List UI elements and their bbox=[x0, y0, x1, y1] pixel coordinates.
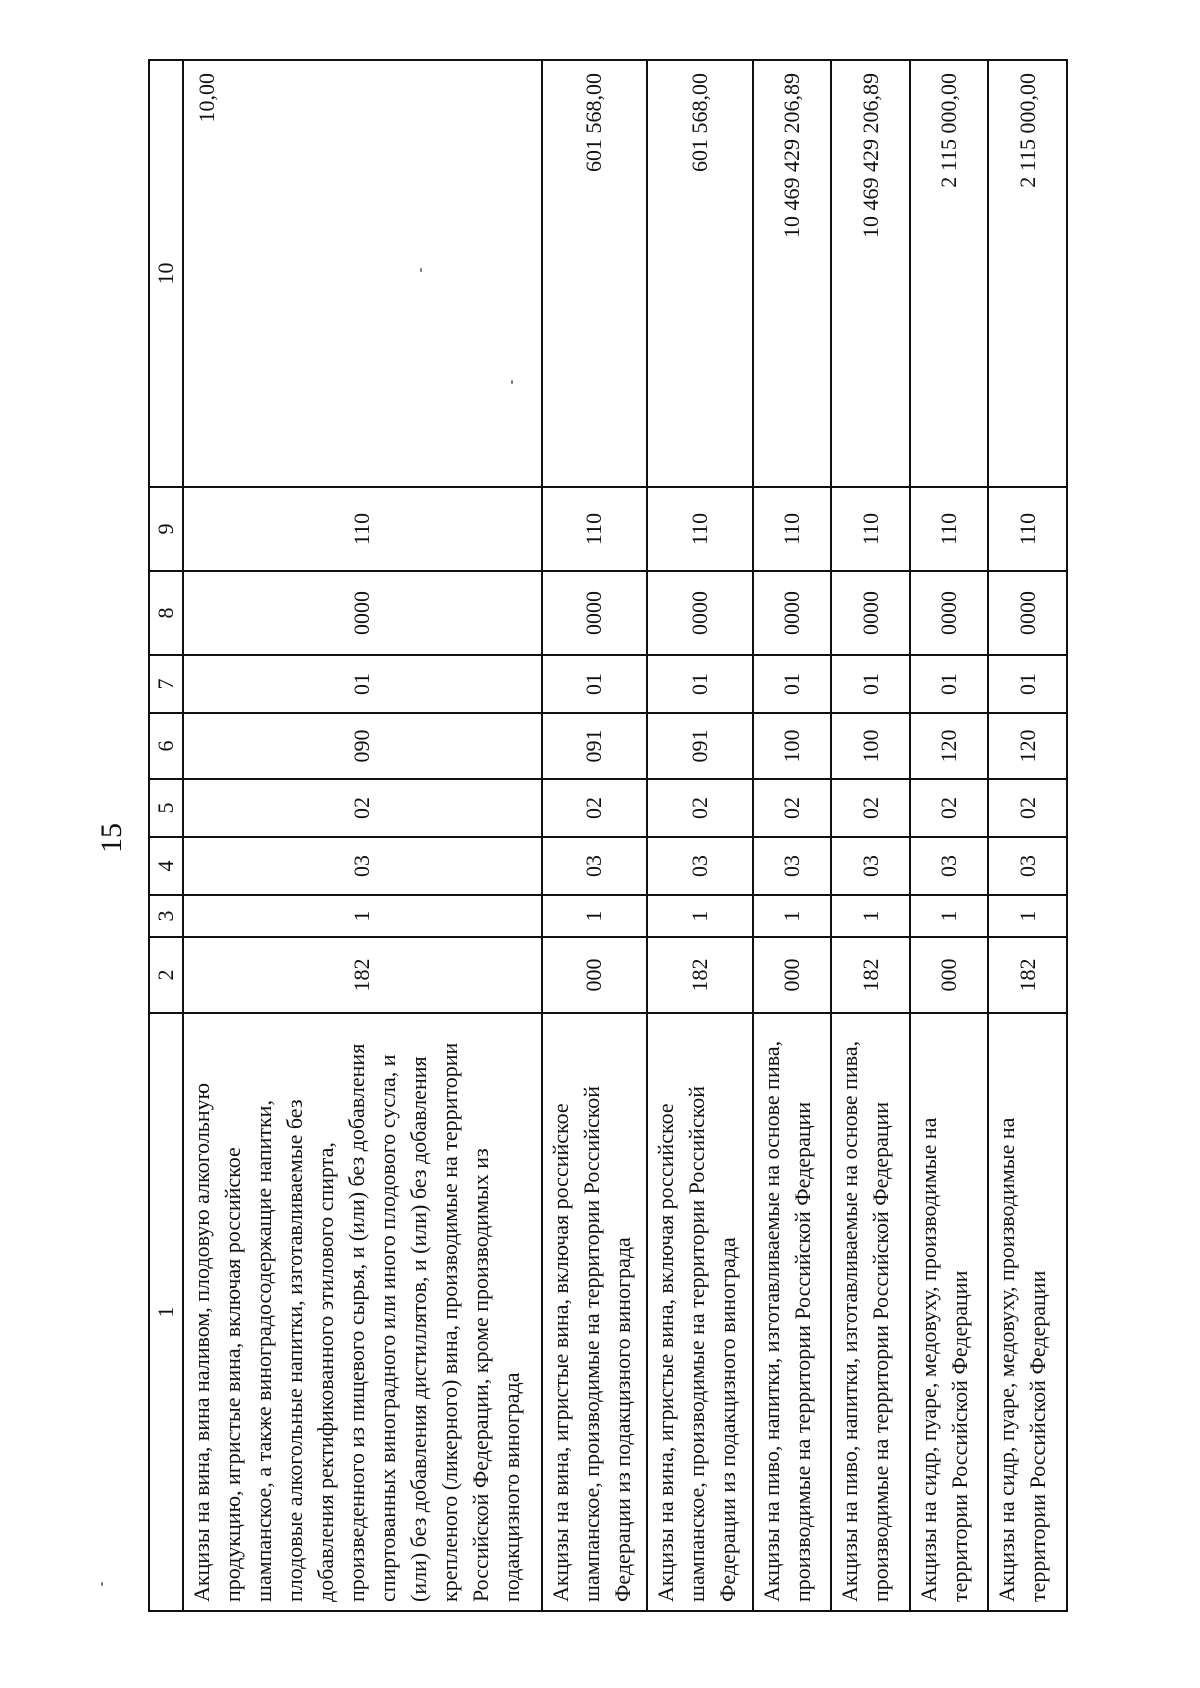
code-subarticle: 091 bbox=[542, 713, 647, 779]
row-name: Акцизы на вина, игристые вина, включая российское шампанское, производимые на территории Российской Федерации из подакцизного винограда bbox=[647, 1013, 752, 1611]
code-program: 0000 bbox=[647, 571, 752, 655]
table-row bbox=[988, 60, 1067, 1611]
code-program: 0000 bbox=[910, 571, 989, 655]
code-subgroup: 03 bbox=[988, 837, 1067, 895]
row-name: Акцизы на вина, игристые вина, включая российское шампанское, производимые на территории Российской Федерации из подакцизного винограда bbox=[542, 1013, 647, 1611]
header-col-7: 7 bbox=[149, 655, 183, 713]
code-program: 0000 bbox=[542, 571, 647, 655]
code-article: 02 bbox=[831, 779, 910, 837]
header-col-1: 1 bbox=[149, 1013, 183, 1611]
revenue-table-rotated bbox=[148, 61, 1068, 1612]
row-name: Акцизы на пиво, напитки, изготавливаемые на основе пива, производимые на территории Российской Федерации bbox=[753, 1013, 832, 1611]
row-name: Акцизы на вина, вина наливом, плодовую алкогольную продукцию, игристые вина, включая российское шампанское, а также виноградосодержащие напитки, плодовые алкогольные напитки, изготавливаемые без добавления ректификованного этилового спирта, произведенного из пищевого сырья, и (или) без добавления спиртованных виноградного или иного плодового сусла, и (или) без добавления дистиллятов, и (или) без добавления крепленого (ликерного) вина, производимые на территории Российской Федерации, кроме производимых из подакцизного винограда bbox=[183, 1013, 542, 1611]
header-col-3: 3 bbox=[149, 895, 183, 937]
code-element: 01 bbox=[647, 655, 752, 713]
header-col-6: 6 bbox=[149, 713, 183, 779]
code-program: 0000 bbox=[753, 571, 832, 655]
code-group: 1 bbox=[647, 895, 752, 937]
code-article: 02 bbox=[183, 779, 542, 837]
code-article: 02 bbox=[910, 779, 989, 837]
row-name: Акцизы на сидр, пуаре, медовуху, производимые на территории Российской Федерации bbox=[988, 1013, 1067, 1611]
code-subarticle: 090 bbox=[183, 713, 542, 779]
code-econ: 110 bbox=[183, 487, 542, 571]
code-subgroup: 03 bbox=[647, 837, 752, 895]
code-admin: 000 bbox=[542, 937, 647, 1013]
table-row bbox=[542, 60, 647, 1611]
code-subgroup: 03 bbox=[831, 837, 910, 895]
code-subarticle: 120 bbox=[910, 713, 989, 779]
code-article: 02 bbox=[988, 779, 1067, 837]
code-admin: 000 bbox=[910, 937, 989, 1013]
code-econ: 110 bbox=[542, 487, 647, 571]
code-subgroup: 03 bbox=[910, 837, 989, 895]
code-econ: 110 bbox=[910, 487, 989, 571]
amount: 2 115 000,00 bbox=[988, 60, 1067, 487]
header-row bbox=[149, 60, 183, 1611]
header-col-9: 9 bbox=[149, 487, 183, 571]
code-article: 02 bbox=[542, 779, 647, 837]
table-row bbox=[647, 60, 752, 1611]
table-row bbox=[183, 60, 542, 1611]
code-element: 01 bbox=[542, 655, 647, 713]
revenue-table bbox=[148, 59, 1068, 1612]
header-col-5: 5 bbox=[149, 779, 183, 837]
row-name: Акцизы на пиво, напитки, изготавливаемые на основе пива, производимые на территории Российской Федерации bbox=[831, 1013, 910, 1611]
code-group: 1 bbox=[753, 895, 832, 937]
code-subarticle: 100 bbox=[831, 713, 910, 779]
code-program: 0000 bbox=[988, 571, 1067, 655]
table-row bbox=[831, 60, 910, 1611]
code-admin: 182 bbox=[988, 937, 1067, 1013]
code-element: 01 bbox=[753, 655, 832, 713]
code-element: 01 bbox=[910, 655, 989, 713]
amount: 601 568,00 bbox=[647, 60, 752, 487]
code-element: 01 bbox=[988, 655, 1067, 713]
header-col-4: 4 bbox=[149, 837, 183, 895]
page-number: 15 bbox=[95, 823, 128, 853]
table-row bbox=[910, 60, 989, 1611]
code-subgroup: 03 bbox=[542, 837, 647, 895]
amount: 2 115 000,00 bbox=[910, 60, 989, 487]
code-econ: 110 bbox=[988, 487, 1067, 571]
code-element: 01 bbox=[831, 655, 910, 713]
code-program: 0000 bbox=[183, 571, 542, 655]
code-group: 1 bbox=[183, 895, 542, 937]
code-article: 02 bbox=[647, 779, 752, 837]
code-subarticle: 120 bbox=[988, 713, 1067, 779]
header-col-8: 8 bbox=[149, 571, 183, 655]
code-admin: 000 bbox=[753, 937, 832, 1013]
code-group: 1 bbox=[988, 895, 1067, 937]
code-subgroup: 03 bbox=[183, 837, 542, 895]
table-row bbox=[753, 60, 832, 1611]
code-econ: 110 bbox=[831, 487, 910, 571]
code-program: 0000 bbox=[831, 571, 910, 655]
header-col-2: 2 bbox=[149, 937, 183, 1013]
row-name: Акцизы на сидр, пуаре, медовуху, производимые на территории Российской Федерации bbox=[910, 1013, 989, 1611]
code-econ: 110 bbox=[753, 487, 832, 571]
code-admin: 182 bbox=[831, 937, 910, 1013]
code-subgroup: 03 bbox=[753, 837, 832, 895]
scan-speck bbox=[101, 1582, 103, 1586]
code-admin: 182 bbox=[183, 937, 542, 1013]
code-group: 1 bbox=[542, 895, 647, 937]
scan-speck bbox=[420, 268, 422, 272]
code-econ: 110 bbox=[647, 487, 752, 571]
amount: 10,00 bbox=[183, 60, 542, 487]
amount: 10 469 429 206,89 bbox=[753, 60, 832, 487]
code-group: 1 bbox=[910, 895, 989, 937]
scan-speck bbox=[511, 380, 513, 384]
code-subarticle: 091 bbox=[647, 713, 752, 779]
code-group: 1 bbox=[831, 895, 910, 937]
amount: 601 568,00 bbox=[542, 60, 647, 487]
amount: 10 469 429 206,89 bbox=[831, 60, 910, 487]
code-admin: 182 bbox=[647, 937, 752, 1013]
header-col-10: 10 bbox=[149, 60, 183, 487]
code-article: 02 bbox=[753, 779, 832, 837]
code-subarticle: 100 bbox=[753, 713, 832, 779]
code-element: 01 bbox=[183, 655, 542, 713]
